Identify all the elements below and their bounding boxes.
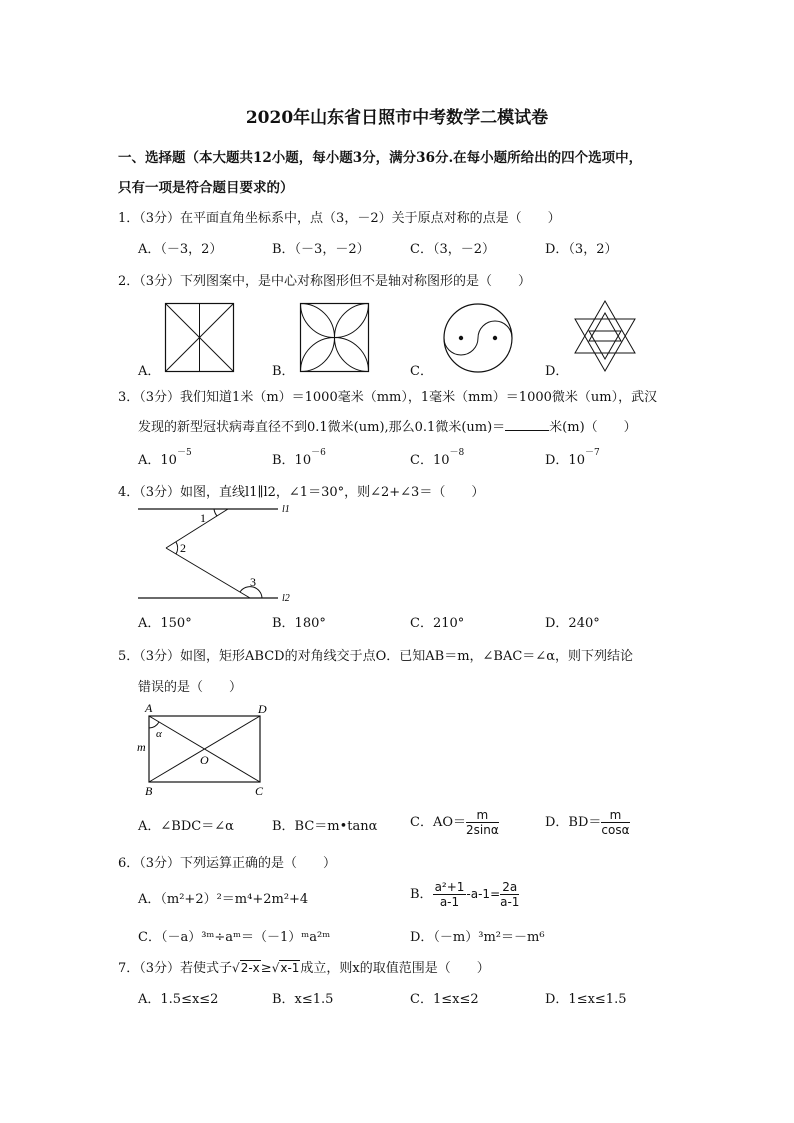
q7-option-b: B．x≤1.5 (272, 992, 334, 1007)
q7-radical-1: √2-x (232, 961, 260, 975)
q6-option-b-fraction2 (500, 880, 519, 909)
q5-option-c-pre: C．AO＝ (410, 815, 466, 830)
q5-center-o: O (200, 753, 209, 767)
q2-figure-d (573, 299, 637, 373)
q7-stem (118, 957, 490, 976)
q3-option-a-exp: －5 (176, 448, 192, 458)
q5-figure (136, 701, 276, 797)
q7-stem-post: 成立，则x的取值范围是（ ） (300, 961, 490, 976)
q6-option-b-fraction1 (433, 880, 467, 909)
q4-angle-label-2: 2 (180, 541, 186, 555)
q2-option-c: C． (410, 364, 433, 379)
q1-option-c: C．（3，－2） (410, 242, 495, 257)
q5-option-d-den: cosα (601, 823, 630, 837)
q2-option-d: D． (545, 364, 569, 379)
q3-option-b-exp: －6 (311, 448, 326, 458)
q5-line1: 5．（3分）如图，矩形ABCD的对角线交于点O．已知AB＝m，∠BAC＝∠α，则下列结论 (118, 649, 633, 664)
q3-option-b-base: B．10 (272, 453, 312, 468)
q4-angle-label-1: 1 (200, 511, 206, 525)
q6-option-b-den2: a-1 (500, 895, 520, 909)
section-header-line1: 一、选择题（本大题共12小题，每小题3分，满分36分.在每小题所给出的四个选项中， (118, 150, 643, 166)
q6-option-d: D．（－m）³m²＝－m⁶ (410, 930, 545, 945)
q6-option-b-mid: -a-1= (466, 887, 501, 901)
q7-option-d: D．1≤x≤1.5 (545, 992, 627, 1007)
q7-stem-pre: 7．（3分）若使式子 (118, 961, 233, 976)
q7-ge-sign: ≥ (260, 961, 272, 976)
q5-angle-alpha: α (156, 728, 162, 740)
q3-option-c (410, 449, 464, 468)
q3-option-a (138, 449, 192, 468)
q5-option-d-fraction (601, 808, 629, 837)
q6-option-b-den: a-1 (439, 895, 460, 909)
q2-figure-b (300, 303, 370, 373)
q3-line2-post: 米(m)（ ） (549, 420, 637, 435)
section-header-line2: 只有一项是符合题目要求的） (118, 180, 294, 196)
page-title: 2020年山东省日照市中考数学二模试卷 (245, 108, 549, 128)
q5-vertex-c: C (255, 784, 264, 798)
q7-radical-1-body: 2-x (240, 961, 260, 975)
q2-stem: 2．（3分）下列图案中，是中心对称图形但不是轴对称图形的是（ ） (118, 274, 532, 289)
q6-stem: 6．（3分）下列运算正确的是（ ） (118, 856, 337, 871)
q3-line2 (138, 416, 637, 435)
q7-option-c: C．1≤x≤2 (410, 992, 479, 1007)
q2-option-b: B． (272, 364, 295, 379)
q5-option-d-pre: D．BD＝ (545, 815, 602, 830)
q2-figure-c (442, 302, 514, 374)
q5-option-c-den: 2sinα (466, 823, 499, 837)
q4-stem: 4．（3分）如图，直线l1∥l2，∠1＝30°，则∠2+∠3＝（ ） (118, 485, 485, 500)
q3-option-d-exp: －7 (584, 448, 600, 458)
q5-vertex-d: D (258, 702, 267, 716)
q3-option-d (545, 449, 600, 468)
q3-option-c-exp: －8 (449, 448, 465, 458)
q4-angle-label-3: 3 (250, 575, 256, 589)
q5-vertex-a: A (145, 701, 153, 715)
q6-option-a: A．（m²+2）²＝m⁴+2m²+4 (138, 892, 309, 907)
q1-option-d: D．（3，2） (545, 242, 618, 257)
q5-option-d-num: m (601, 808, 629, 823)
q5-option-b: B．BC＝m•tanα (272, 819, 378, 834)
q3-blank (505, 418, 549, 431)
q4-option-c: C．210° (410, 616, 465, 631)
q5-option-c-fraction (466, 808, 499, 837)
q4-option-d: D．240° (545, 616, 600, 631)
q3-line1: 3．（3分）我们知道1米（m）＝1000毫米（mm），1毫米（mm）＝1000微米（um），武汉 (118, 390, 658, 405)
q2-figure-a (165, 303, 235, 373)
q4-option-a: A．150° (138, 616, 192, 631)
q6-option-b-num2: 2a (500, 880, 519, 895)
q4-figure (138, 500, 298, 606)
q7-radical-2-body: x-1 (280, 961, 300, 975)
q5-option-d (545, 808, 630, 837)
q7-option-a: A．1.5≤x≤2 (138, 992, 219, 1007)
q6-option-b-num: a²+1 (434, 880, 465, 894)
q2-option-a: A． (138, 364, 161, 379)
q4-line-label-l2: l2 (282, 593, 290, 604)
q4-option-b: B．180° (272, 616, 326, 631)
q6-option-c: C．（－a）³ᵐ÷aᵐ＝（－1）ᵐa²ᵐ (138, 930, 331, 945)
q6-option-b (410, 880, 519, 909)
q6-option-b-pre: B． (410, 887, 433, 902)
q5-option-c (410, 808, 499, 837)
q3-option-d-base: D．10 (545, 453, 585, 468)
q3-line2-pre: 发现的新型冠状病毒直径不到0.1微米(um),那么0.1微米(um)＝ (138, 420, 506, 435)
q1-option-b: B．（－3，－2） (272, 242, 370, 257)
q1-stem: 1．（3分）在平面直角坐标系中，点（3，－2）关于原点对称的点是（ ） (118, 211, 561, 226)
q3-option-c-base: C．10 (410, 453, 450, 468)
q5-vertex-b: B (145, 784, 153, 798)
q3-option-b (272, 449, 326, 468)
q3-option-a-base: A．10 (138, 453, 177, 468)
q1-option-a: A．（－3，2） (138, 242, 223, 257)
q7-radical-2: √x-1 (271, 961, 300, 975)
q4-line-label-l1: l1 (282, 504, 290, 515)
q5-side-m: m (137, 740, 146, 754)
q5-option-c-num: m (466, 808, 499, 823)
q5-option-a: A．∠BDC＝∠α (138, 819, 234, 834)
q5-line2: 错误的是（ ） (138, 680, 243, 695)
